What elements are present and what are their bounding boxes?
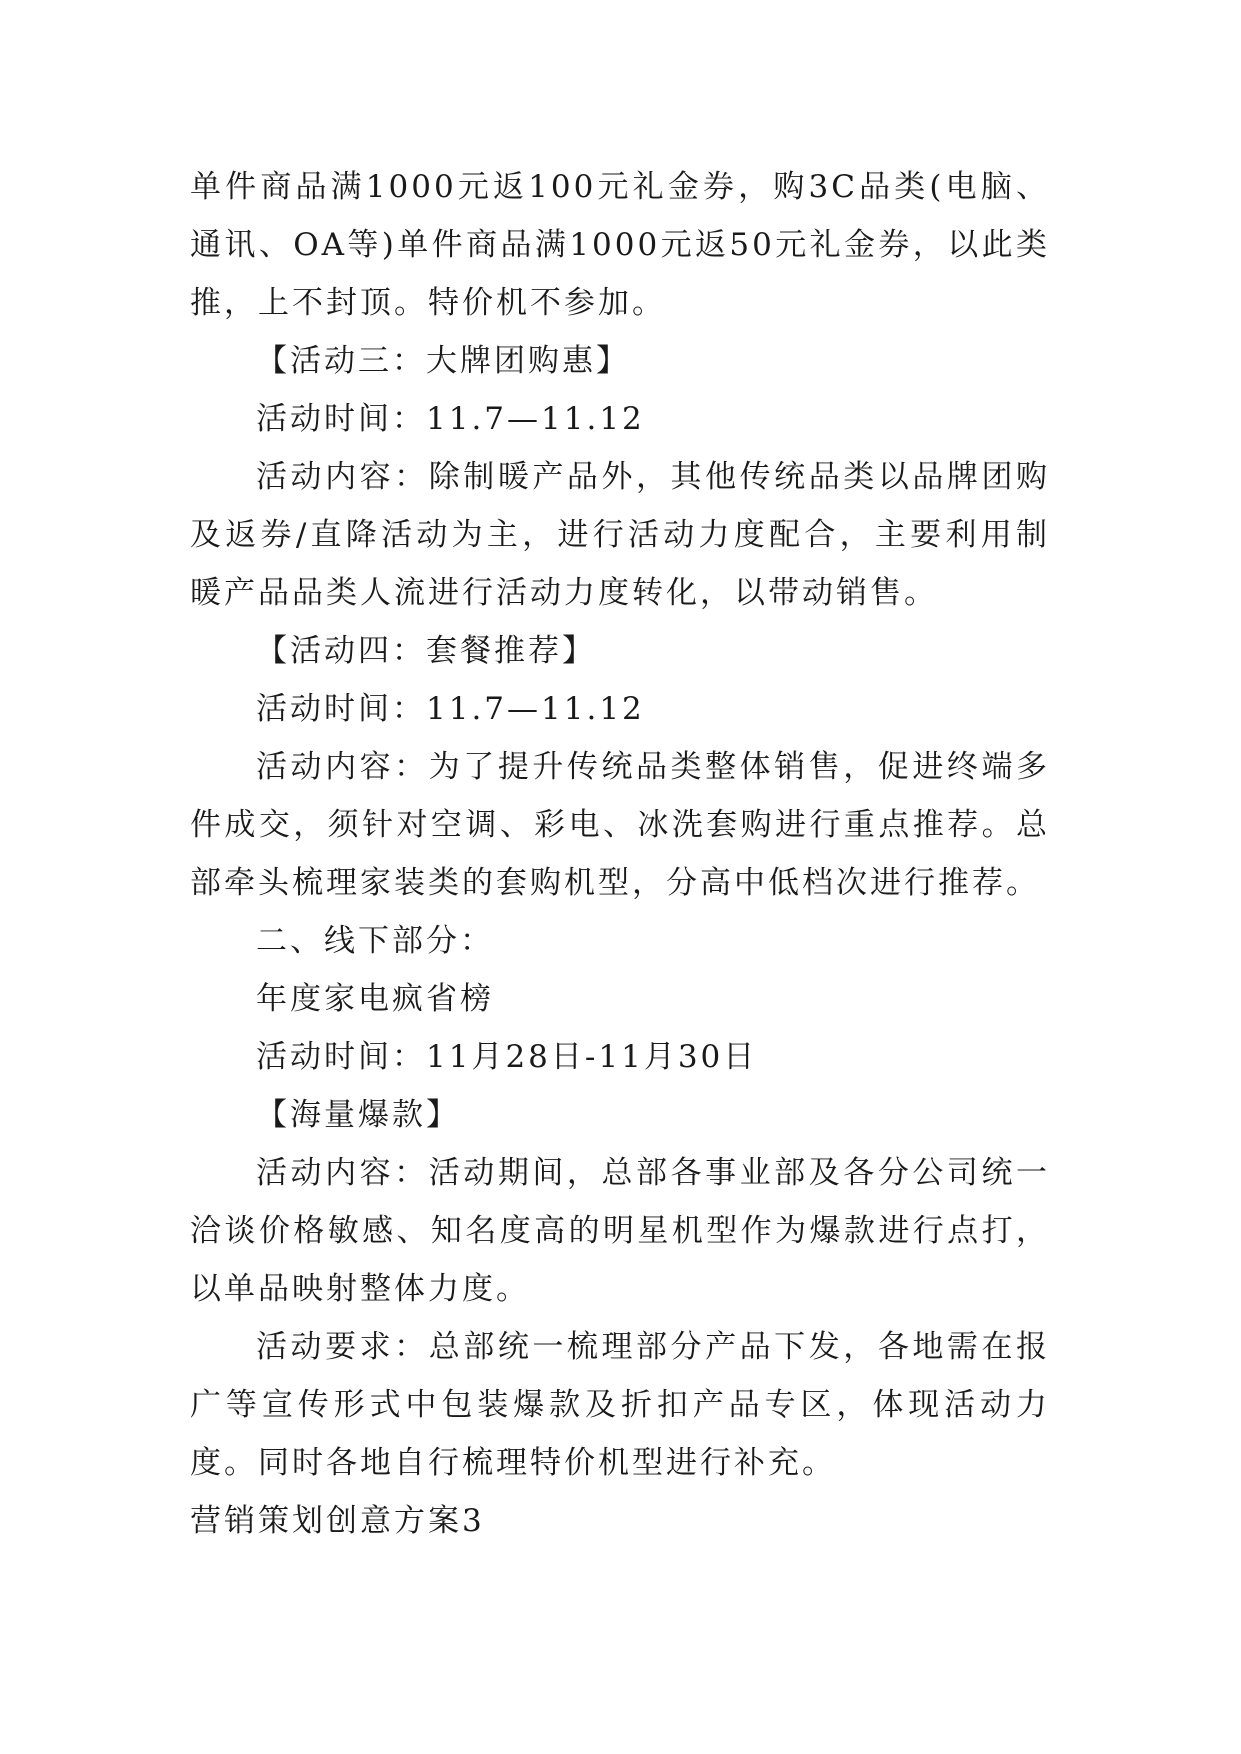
activity-three-content: 活动内容：除制暖产品外，其他传统品类以品牌团购及返券/直降活动为主，进行活动力度配合，主要利用制暖产品品类人流进行活动力度转化，以带动销售。 [190, 459, 1050, 611]
activity-four-content: 活动内容：为了提升传统品类整体销售，促进终端多件成交，须针对空调、彩电、冰洗套购进行重点推荐。总部牵头梳理家装类的套购机型，分高中低档次进行推荐。 [190, 749, 1050, 901]
hot-items-content: 活动内容：活动期间，总部各事业部及各分公司统一洽谈价格敏感、知名度高的明星机型作为爆款进行点打，以单品映射整体力度。 [190, 1155, 1050, 1307]
heading-hot-items: 【海量爆款】 [256, 1097, 460, 1133]
section-offline-heading: 二、线下部分： [256, 923, 494, 959]
hot-items-requirements: 活动要求：总部统一梳理部分产品下发，各地需在报广等宣传形式中包装爆款及折扣产品专区，体现活动力度。同时各地自行梳理特价机型进行补充。 [190, 1329, 1050, 1481]
offline-event-title: 年度家电疯省榜 [256, 981, 494, 1017]
document-body [190, 158, 1050, 1550]
paragraph-gift-voucher-rules: 单件商品满1000元返100元礼金券，购3C品类(电脑、通讯、OA等)单件商品满1000元返50元礼金券，以此类推，上不封顶。特价机不参加。 [190, 169, 1050, 321]
heading-activity-three: 【活动三：大牌团购惠】 [256, 343, 630, 379]
offline-event-time: 活动时间：11月28日-11月30日 [256, 1039, 758, 1075]
section-title-plan-3: 营销策划创意方案3 [190, 1503, 485, 1539]
activity-four-time: 活动时间：11.7—11.12 [256, 691, 645, 727]
activity-three-time: 活动时间：11.7—11.12 [256, 401, 645, 437]
heading-activity-four: 【活动四：套餐推荐】 [256, 633, 596, 669]
